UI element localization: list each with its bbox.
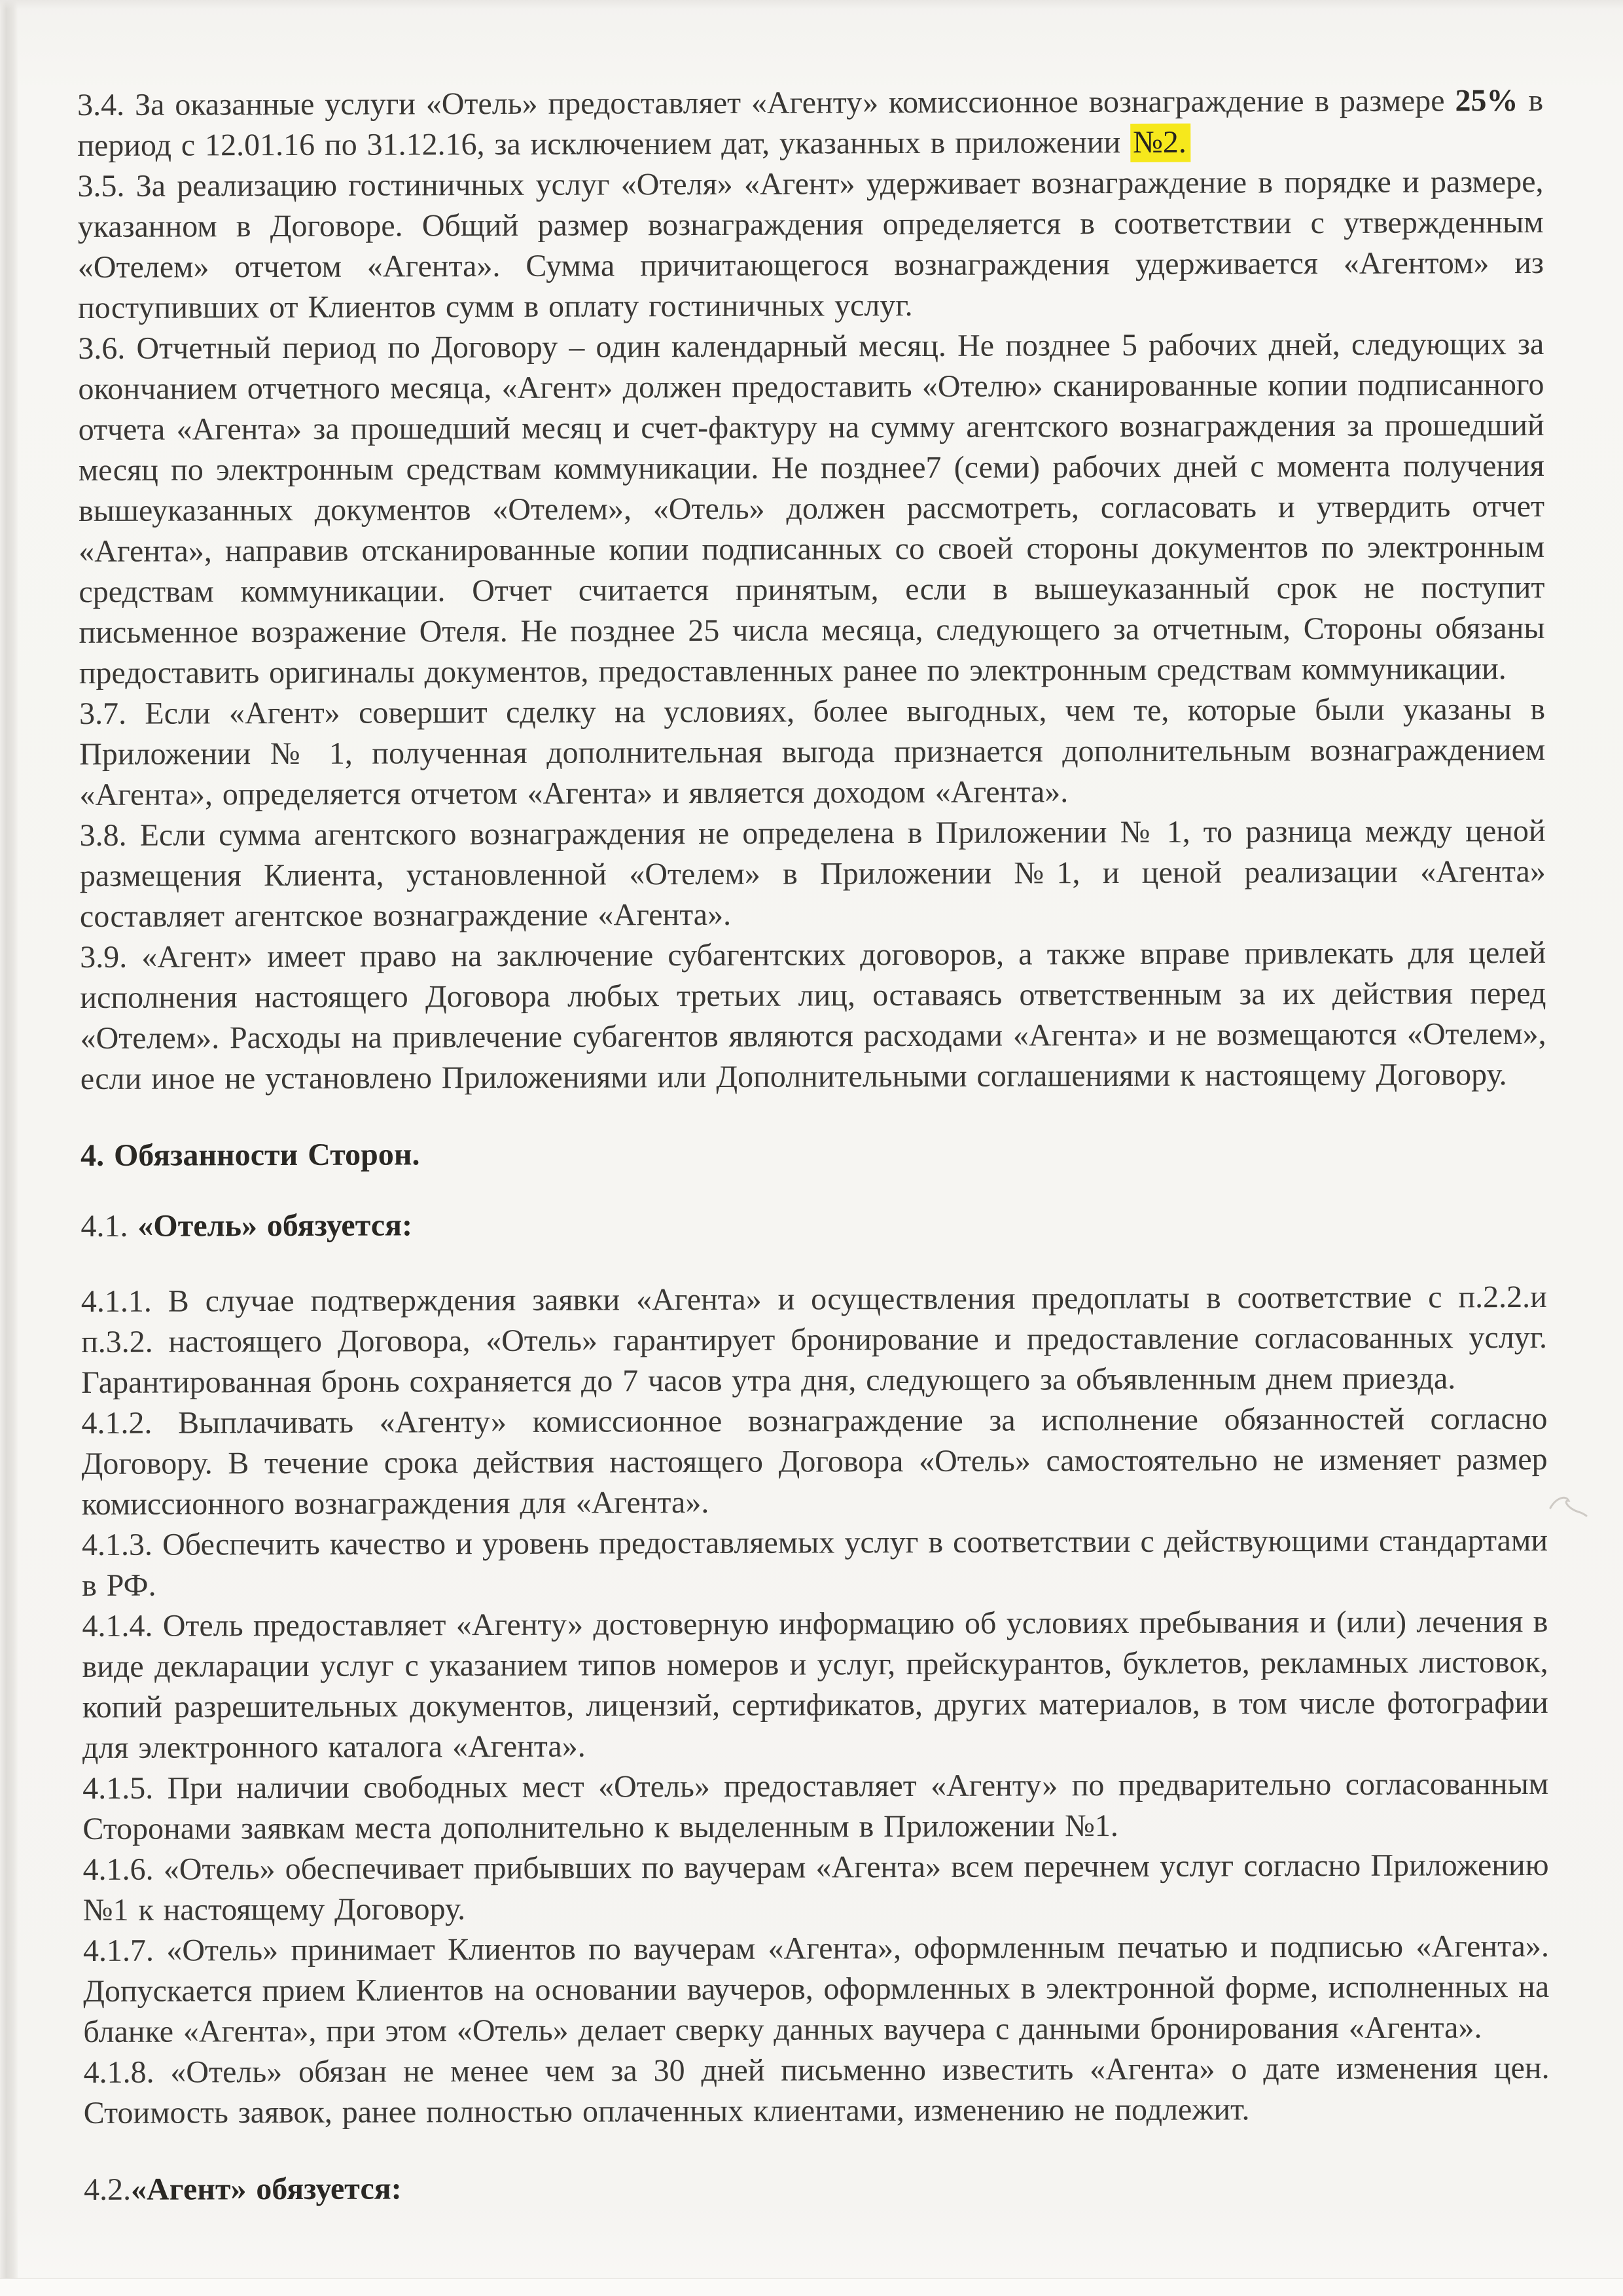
clause-4-1-3: 4.1.3. Обеспечить качество и уровень предоставляемых услуг в соответствии с действующими стандартами в РФ. [81,1522,1548,1603]
clause-4-1-2: 4.1.2. Выплачивать «Агенту» комиссионное вознаграждение за исполнение обязанностей согласно Договору. В течение срока действия настоящего Договора «Отель» самостоятельно не изменяет размер комиссионного вознаграждения для «Агента». [81,1401,1548,1522]
section-4-2-number: 4.2. [84,2172,132,2207]
commission-rate-value: 25% [1455,83,1518,118]
section-4-1-title: «Отель» обязуется: [137,1208,413,1244]
clause-4-1-5: 4.1.5. При наличии свободных мест «Отель» предоставляет «Агенту» по предварительно согласованным Сторонами заявкам места дополнительно к выделенным в Приложении №1. [82,1766,1549,1846]
clause-3-6: 3.6. Отчетный период по Договору – один календарный месяц. Не позднее 5 рабочих дней, следующих за окончанием отчетного месяца, «Агент» должен предоставить «Отелю» сканированные копии подписанного отчета «Агента» за прошедший месяц и счет-фактуру на сумму агентского вознаграждения за прошедший месяц по электронным средствам коммуникации. Не позднее7 (семи) рабочих дней с момента получения вышеуказанных документов «Отелем», «Отель» должен рассмотреть, согласовать и утвердить отчет «Агента», направив отсканированные копии подписанных со своей стороны документов по электронным средствам коммуникации. Отчет считается принятым, если в вышеуказанный срок не поступит письменное возражение Отеля. Не позднее 25 числа месяца, следующего за отчетным, Стороны обязаны предоставить оригиналы документов, предоставленных ранее по электронным средствам коммуникации. [78,326,1545,691]
scanner-edge-top-shadow [0,0,1623,9]
clause-3-7: 3.7. Если «Агент» совершит сделку на условиях, более выгодных, чем те, которые были указаны в Приложении № 1, полученная дополнительная выгода признается дополнительным вознаграждением «Агента», определяется отчетом «Агента» и является доходом «Агента». [79,691,1546,812]
clause-4-1-1: 4.1.1. В случае подтверждения заявки «Агента» и осуществления предоплаты в соответствие с п.2.2.и п.3.2. настоящего Договора, «Отель» гарантирует бронирование и предоставление согласованных услуг. Гарантированная бронь сохраняется до 7 часов утра дня, следующего за объявленным днем приезда. [80,1279,1548,1400]
clause-4-1-6: 4.1.6. «Отель» обеспечивает прибывших по ваучерам «Агента» всем перечнем услуг согласно Приложению №1 к настоящему Договору. [82,1847,1549,1928]
clause-3-5: 3.5. За реализацию гостиничных услуг «Отеля» «Агент» удерживает вознаграждение в порядке и размере, указанном в Договоре. Общий размер вознаграждения определяется в соответствии с утвержденным «Отелем» отчетом «Агента». Сумма причитающегося вознаграждения удерживается «Агентом» из поступивших от Клиентов сумм в оплату гостиничных услуг. [77,164,1544,325]
section-4-heading: 4. Обязанности Сторон. [80,1137,420,1173]
scanner-edge-left-shadow [0,0,18,2296]
clause-3-4-lead: 3.4. За оказанные услуги «Отель» предоставляет «Агенту» комиссионное вознаграждение в размере [77,83,1455,122]
clause-4-1-4: 4.1.4. Отель предоставляет «Агенту» достоверную информацию об условиях пребывания и (или) лечения в виде декларации услуг с указанием типов номеров и услуг, прейскурантов, буклетов, рекламных листовок, копий разрешительных документов, лицензий, сертификатов, других материалов, в том числе фотографии для электронного каталога «Агента». [82,1604,1548,1765]
contract-text-block [77,81,1550,2210]
clause-3-9: 3.9. «Агент» имеет право на заключение субагентских договоров, а также вправе привлекать для целей исполнения настоящего Договора любых третьих лиц, оставаясь ответственным за их действия перед «Отелем». Расходы на привлечение субагентов являются расходами «Агента» и не возмещаются «Отелем», если иное не установлено Приложениями или Дополнительными соглашениями к настоящему Договору. [80,935,1546,1096]
section-4-1-heading [80,1202,1546,1247]
clause-4-1-8: 4.1.8. «Отель» обязан не менее чем за 30 дней письменно известить «Агента» о дате изменения цен. Стоимость заявок, ранее полностью оплаченных клиентами, изменению не подлежит. [83,2050,1550,2130]
scanner-edge-bottom-strip [0,2278,1623,2296]
section-4-2-title: «Агент» обязуется: [131,2171,402,2207]
clause-3-4 [77,81,1543,166]
highlight-annex-2: №2. [1130,124,1190,162]
section-4-1-number: 4.1. [80,1208,138,1244]
clause-3-8: 3.8. Если сумма агентского вознаграждения не определена в Приложении № 1, то разница между ценой размещения Клиента, установленной «Отелем» в Приложении №1, и ценой реализации «Агента» составляет агентское вознаграждение «Агента». [79,813,1546,934]
clause-3-4-middle: в период с 12.01.16 по 31.12.16, за исключением дат, указанных в приложении [77,82,1544,163]
pencil-squiggle-mark [1548,1492,1590,1521]
section-4-2-heading [84,2165,1550,2210]
clause-4-1-7: 4.1.7. «Отель» принимает Клиентов по ваучерам «Агента», оформленным печатью и подписью «Агента». Допускается прием Клиентов на основании ваучеров, оформленных в электронной форме, исполненных на бланке «Агента», при этом «Отель» делает сверку данных ваучера с данными бронирования «Агента». [82,1928,1550,2049]
